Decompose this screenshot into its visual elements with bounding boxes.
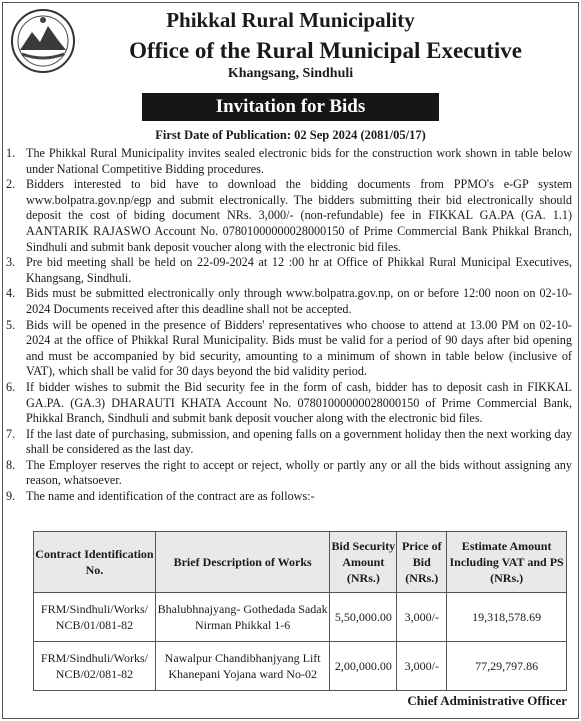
item-text: Bids must be submitted electronically only through www.bolpatra.gov.np, on or before 12:00 noon on 02-10-2024 Documents received after this deadline shall not be accepted. bbox=[26, 286, 572, 316]
item-text: If the last date of purchasing, submission, and opening falls on a government holiday then the next working day shall be considered as the last day. bbox=[26, 426, 572, 457]
item-number: 2. bbox=[6, 177, 16, 192]
cell-bid-security: 2,00,000.00 bbox=[330, 642, 397, 691]
item-text: The name and identification of the contract are as follows:- bbox=[26, 489, 315, 504]
item-text: If bidder wishes to submit the Bid security fee in the form of cash, bidder has to deposit cash in FIKKAL GA.PA. (GA.3) DHARAUTI KHATA Account No. 07801000000028000150 of Prime Commercial Bank, Phikkal Branch, Sindhuli and submit bank deposit voucher along with the electronic bid files. bbox=[26, 379, 572, 426]
col-bid-price: Price of Bid (NRs.) bbox=[397, 532, 447, 593]
cell-contract-id: FRM/Sindhuli/Works/ NCB/02/081-82 bbox=[34, 642, 156, 691]
col-contract-id: Contract Identification No. bbox=[34, 532, 156, 593]
item-number: 5. bbox=[6, 317, 16, 332]
cell-estimate: 77,29,797.86 bbox=[447, 642, 567, 691]
cell-bid-price: 3,000/- bbox=[397, 593, 447, 642]
contracts-table bbox=[33, 531, 567, 691]
item-text: The Phikkal Rural Municipality invites sealed electronic bids for the construction work shown in table below under National Competitive Bidding procedures. bbox=[26, 146, 572, 176]
item-number: 4. bbox=[6, 286, 16, 301]
location: Khangsang, Sindhuli bbox=[227, 66, 354, 81]
cell-bid-price: 3,000/- bbox=[397, 642, 447, 691]
item-text: Bids will be opened in the presence of Bidders' representatives who choose to attend at 13.00 PM on 02-10-2024 at the office of Phikkal Rural Municipality. Bids must be valid for a period of 90 days after bid opening and must be accompanied by bid security, amounting to a minimum of shown in table below (inclusive of VAT), which shall be valid for 30 days beyond the bid validity period. bbox=[26, 317, 572, 379]
item-number: 8. bbox=[6, 457, 16, 472]
item-number: 3. bbox=[6, 255, 16, 270]
col-bid-security: Bid Security Amount (NRs.) bbox=[330, 532, 397, 593]
item-text: The Employer reserves the right to accept or reject, wholly or partly any or all the bids without assigning any reason, whatsoever. bbox=[26, 457, 572, 488]
list-item bbox=[6, 146, 572, 177]
item-number: 9. bbox=[6, 489, 16, 504]
item-number: 6. bbox=[6, 379, 16, 394]
list-item bbox=[6, 458, 572, 489]
office-name: Office of the Rural Municipal Executive bbox=[129, 38, 522, 63]
list-item bbox=[6, 255, 572, 286]
item-text: Bidders interested to bid have to download the bidding documents from PPMO's e-GP system www.bolpatra.gov.np/egp and submit electronically. The bidders submitting their bid electronically should deposit the cost of biding document NRs. 3,000/- (non-refundable) fee in FIKKAL GA.PA (GA. 1.1) AANTARIK RAJASWO Account No. 07801000000028000150 of Prime Commercial Bank Phikkal Branch, Sindhuli and submit bank deposit voucher along with the electronic bid files. bbox=[26, 177, 572, 254]
list-item bbox=[6, 286, 572, 317]
table-row bbox=[34, 593, 567, 642]
cell-description: Nawalpur Chandibhanjyang Lift Khanepani Yojana ward No-02 bbox=[155, 642, 329, 691]
cell-bid-security: 5,50,000.00 bbox=[330, 593, 397, 642]
list-item bbox=[6, 489, 572, 505]
list-item bbox=[6, 177, 572, 255]
col-estimate: Estimate Amount Including VAT and PS (NRs.) bbox=[447, 532, 567, 593]
title-banner: Invitation for Bids bbox=[142, 93, 439, 121]
list-item bbox=[6, 318, 572, 380]
publication-date: First Date of Publication: 02 Sep 2024 (2081/05/17) bbox=[155, 128, 426, 142]
signature-title: Chief Administrative Officer bbox=[407, 693, 567, 708]
col-description: Brief Description of Works bbox=[155, 532, 329, 593]
cell-description: Bhalubhnajyang- Gothedada Sadak Nirman Phikkal 1-6 bbox=[155, 593, 329, 642]
cell-contract-id: FRM/Sindhuli/Works/ NCB/01/081-82 bbox=[34, 593, 156, 642]
list-item bbox=[6, 380, 572, 427]
table-row bbox=[34, 642, 567, 691]
item-number: 1. bbox=[6, 146, 16, 160]
cell-estimate: 19,318,578.69 bbox=[447, 593, 567, 642]
notice-items bbox=[6, 146, 572, 505]
item-text: Pre bid meeting shall be held on 22-09-2024 at 12 :00 hr at Office of Phikkal Rural Municipal Executives, Khangsang, Sindhuli. bbox=[26, 255, 572, 285]
list-item bbox=[6, 427, 572, 458]
org-name: Phikkal Rural Municipality bbox=[166, 8, 415, 32]
item-number: 7. bbox=[6, 426, 16, 441]
table-header-row bbox=[34, 532, 567, 593]
